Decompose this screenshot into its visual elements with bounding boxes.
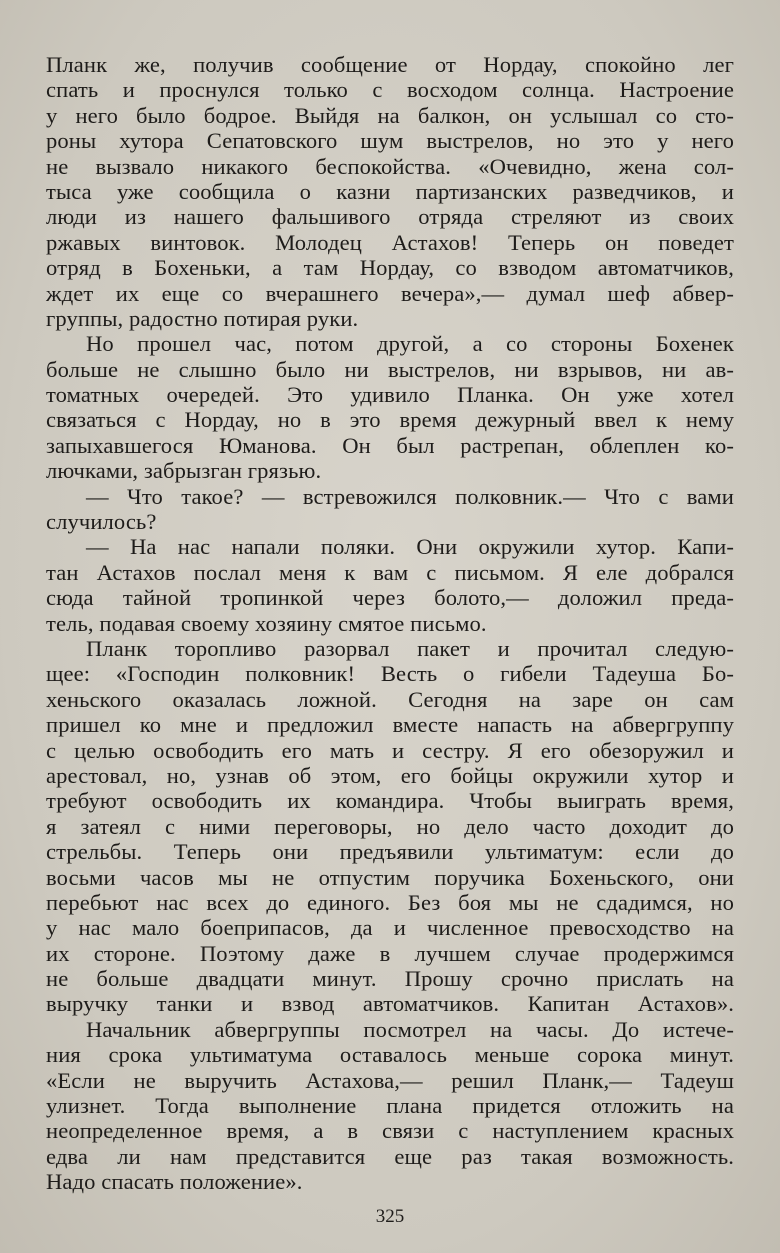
text-line: у нас мало боеприпасов, да и численное превосходство на (46, 915, 734, 941)
text-line: восьми часов мы не отпустим поручика Бохеньского, они (46, 864, 734, 890)
text-line: перебьют нас всех до единого. Без боя мы не сдадимся, но (46, 889, 734, 915)
text-line: с целью освободить его мать и сестру. Я его обезоружил и (46, 737, 734, 763)
text-line: ния срока ультиматума оставалось меньше сорока минут. (46, 1042, 734, 1068)
text-line: сюда тайной тропинкой через болото,— доложил преда- (46, 585, 734, 611)
text-line: не больше двадцати минут. Прошу срочно прислать на (46, 966, 734, 992)
text-line: запыхавшегося Юманова. Он был растрепан, облеплен ко- (46, 432, 734, 458)
text-line: их стороне. Поэтому даже в лучшем случае продержимся (46, 940, 734, 966)
text-line: роны хутора Сепатовского шум выстрелов, но это у него (46, 128, 734, 154)
text-line: улизнет. Тогда выполнение плана придется отложить на (46, 1093, 734, 1119)
page-number: 325 (375, 1206, 405, 1227)
text-line: — Что такое? — встревожился полковник.— Что с вами (86, 483, 734, 509)
text-line: спать и проснулся только с восходом солнца. Настроение (46, 77, 734, 103)
text-line: требуют освободить их командира. Чтобы выиграть время, (46, 788, 734, 814)
text-line: выручку танки и взвод автоматчиков. Капитан Астахов». (46, 991, 734, 1017)
text-line: тель, подавая своему хозяину смятое письмо. (46, 610, 487, 636)
text-line: ржавых винтовок. Молодец Астахов! Теперь он поведет (46, 229, 734, 255)
text-line: я затеял с ними переговоры, но дело часто доходит до (46, 813, 734, 839)
text-line: Начальник абвергруппы посмотрел на часы. До истече- (86, 1016, 734, 1042)
text-line: пришел ко мне и предложил вместе напасть на абвергруппу (46, 712, 734, 738)
text-line: томатных очередей. Это удивило Планка. Он уже хотел (46, 382, 734, 408)
text-line: стрельбы. Теперь они предъявили ультиматум: если до (46, 839, 734, 865)
text-line: Но прошел час, потом другой, а со стороны Бохенек (86, 331, 734, 357)
text-line: едва ли нам представится еще раз такая возможность. (46, 1143, 734, 1169)
text-line: тыса уже сообщила о казни партизанских разведчиков, и (46, 178, 734, 204)
text-line: щее: «Господин полковник! Весть о гибели Тадеуша Бо- (46, 661, 734, 687)
text-line: не вызвало никакого беспокойства. «Очевидно, жена сол- (46, 153, 734, 179)
text-line: хеньского оказалась ложной. Сегодня на заре он сам (46, 686, 734, 712)
text-line: люди из нашего фальшивого отряда стреляют из своих (46, 204, 734, 230)
text-line: связаться с Нордау, но в это время дежурный ввел к нему (46, 407, 734, 433)
text-line: Планк торопливо разорвал пакет и прочитал следую- (86, 635, 734, 661)
text-line: у него было бодрое. Выйдя на балкон, он услышал со сто- (46, 102, 734, 128)
text-line: случилось? (46, 509, 157, 535)
text-line: Надо спасать положение». (46, 1169, 303, 1195)
text-line: больше не слышно было ни выстрелов, ни взрывов, ни ав- (46, 356, 734, 382)
text-line: отряд в Бохеньки, а там Нордау, со взводом автоматчиков, (46, 255, 734, 281)
text-line: ждет их еще со вчерашнего вечера»,— думал шеф абвер- (46, 280, 734, 306)
text-line: неопределенное время, а в связи с наступлением красных (46, 1118, 734, 1144)
text-line: арестовал, но, узнав об этом, его бойцы окружили хутор и (46, 762, 734, 788)
text-line: тан Астахов послал меня к вам с письмом. Я еле добрался (46, 559, 734, 585)
text-line: группы, радостно потирая руки. (46, 305, 359, 331)
body-text (46, 52, 734, 1195)
text-line: лючками, забрызган грязью. (46, 458, 322, 484)
text-line: «Если не выручить Астахова,— решил Планк,— Тадеуш (46, 1067, 734, 1093)
text-line: Планк же, получив сообщение от Нордау, спокойно лег (46, 52, 734, 77)
text-line: — На нас напали поляки. Они окружили хутор. Капи- (86, 534, 734, 560)
